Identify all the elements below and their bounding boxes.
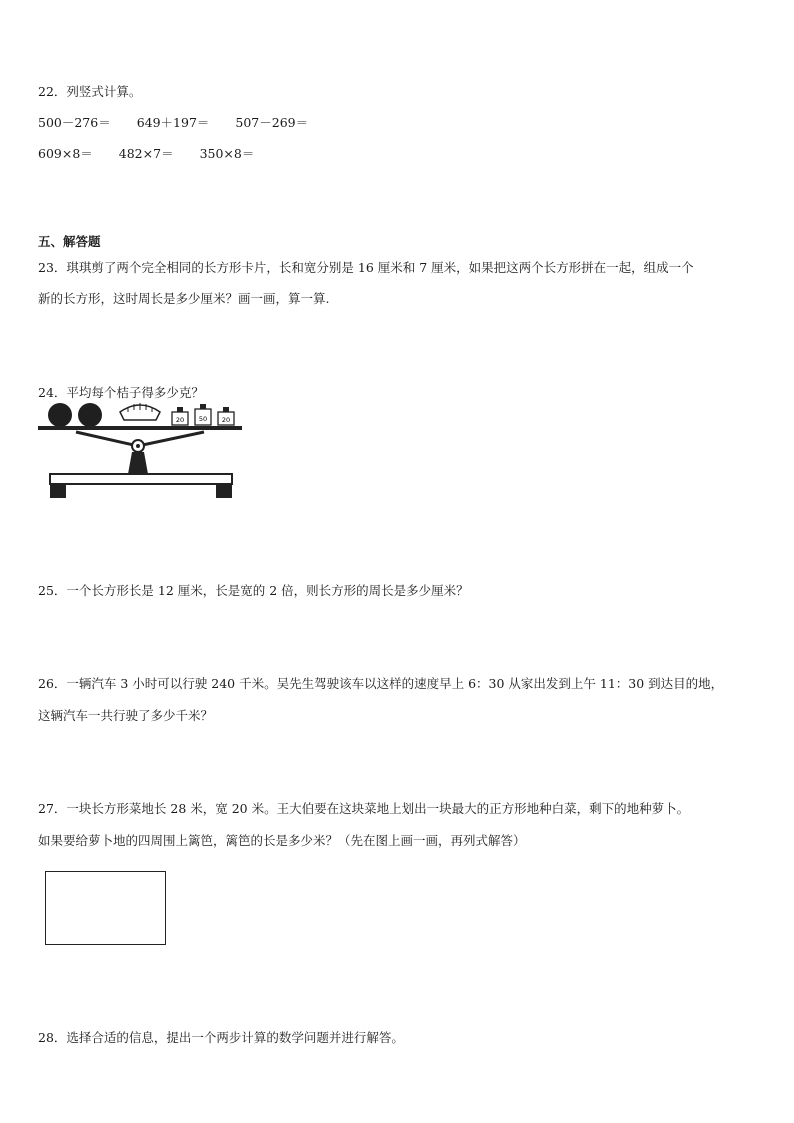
question-26-line-2: 这辆汽车一共行驶了多少千米？ — [38, 708, 214, 723]
weight-label: 20 — [175, 416, 185, 424]
question-26-line-1: 26．一辆汽车 3 小时可以行驶 240 千米。吴先生驾驶该车以这样的速度早上 6：30 从家出发到上午 11：30 到达目的地， — [38, 676, 724, 691]
scale-base — [50, 474, 232, 484]
question-23-line-2: 新的长方形，这时周长是多少厘米？画一画，算一算. — [38, 291, 330, 306]
expression: 609×8＝ — [38, 146, 93, 161]
question-25-text: 25．一个长方形长是 12 厘米，长是宽的 2 倍，则长方形的周长是多少厘米？ — [38, 583, 469, 598]
weight-label: 50 — [198, 415, 208, 423]
expression: 500－276＝ — [38, 115, 111, 130]
question-23-line-1: 23．琪琪剪了两个完全相同的长方形卡片，长和宽分别是 16 厘米和 7 厘米，如果把这两个长方形拼在一起，组成一个 — [38, 260, 694, 275]
section-heading: 五、解答题 — [38, 234, 101, 249]
scale-pan — [38, 426, 242, 430]
question-24-title: 24．平均每个桔子得多少克？ — [38, 385, 204, 400]
question-22-row-1 — [38, 117, 330, 130]
balance-scale-illustration — [38, 396, 242, 502]
expression: 350×8＝ — [199, 146, 255, 161]
expression: 649＋197＝ — [136, 115, 210, 130]
expression: 482×7＝ — [118, 146, 174, 161]
question-27-line-2: 如果要给萝卜地的四周围上篱笆，篱笆的长是多少米？（先在图上画一画，再列式解答） — [38, 833, 526, 848]
weight-label: 20 — [221, 416, 231, 424]
question-22-title: 22．列竖式计算。 — [38, 84, 142, 99]
orange-icon — [48, 403, 72, 427]
question-22-row-2 — [38, 148, 276, 161]
orange-icon — [78, 403, 102, 427]
scale-stand — [128, 452, 148, 474]
question-27-line-1: 27．一块长方形菜地长 28 米，宽 20 米。王大伯要在这块菜地上划出一块最大的正方形地种白菜，剩下的地种萝卜。 — [38, 801, 690, 816]
question-28-text: 28．选择合适的信息，提出一个两步计算的数学问题并进行解答。 — [38, 1030, 404, 1045]
expression: 507－269＝ — [235, 115, 309, 130]
vegetable-field-rectangle — [45, 871, 166, 945]
